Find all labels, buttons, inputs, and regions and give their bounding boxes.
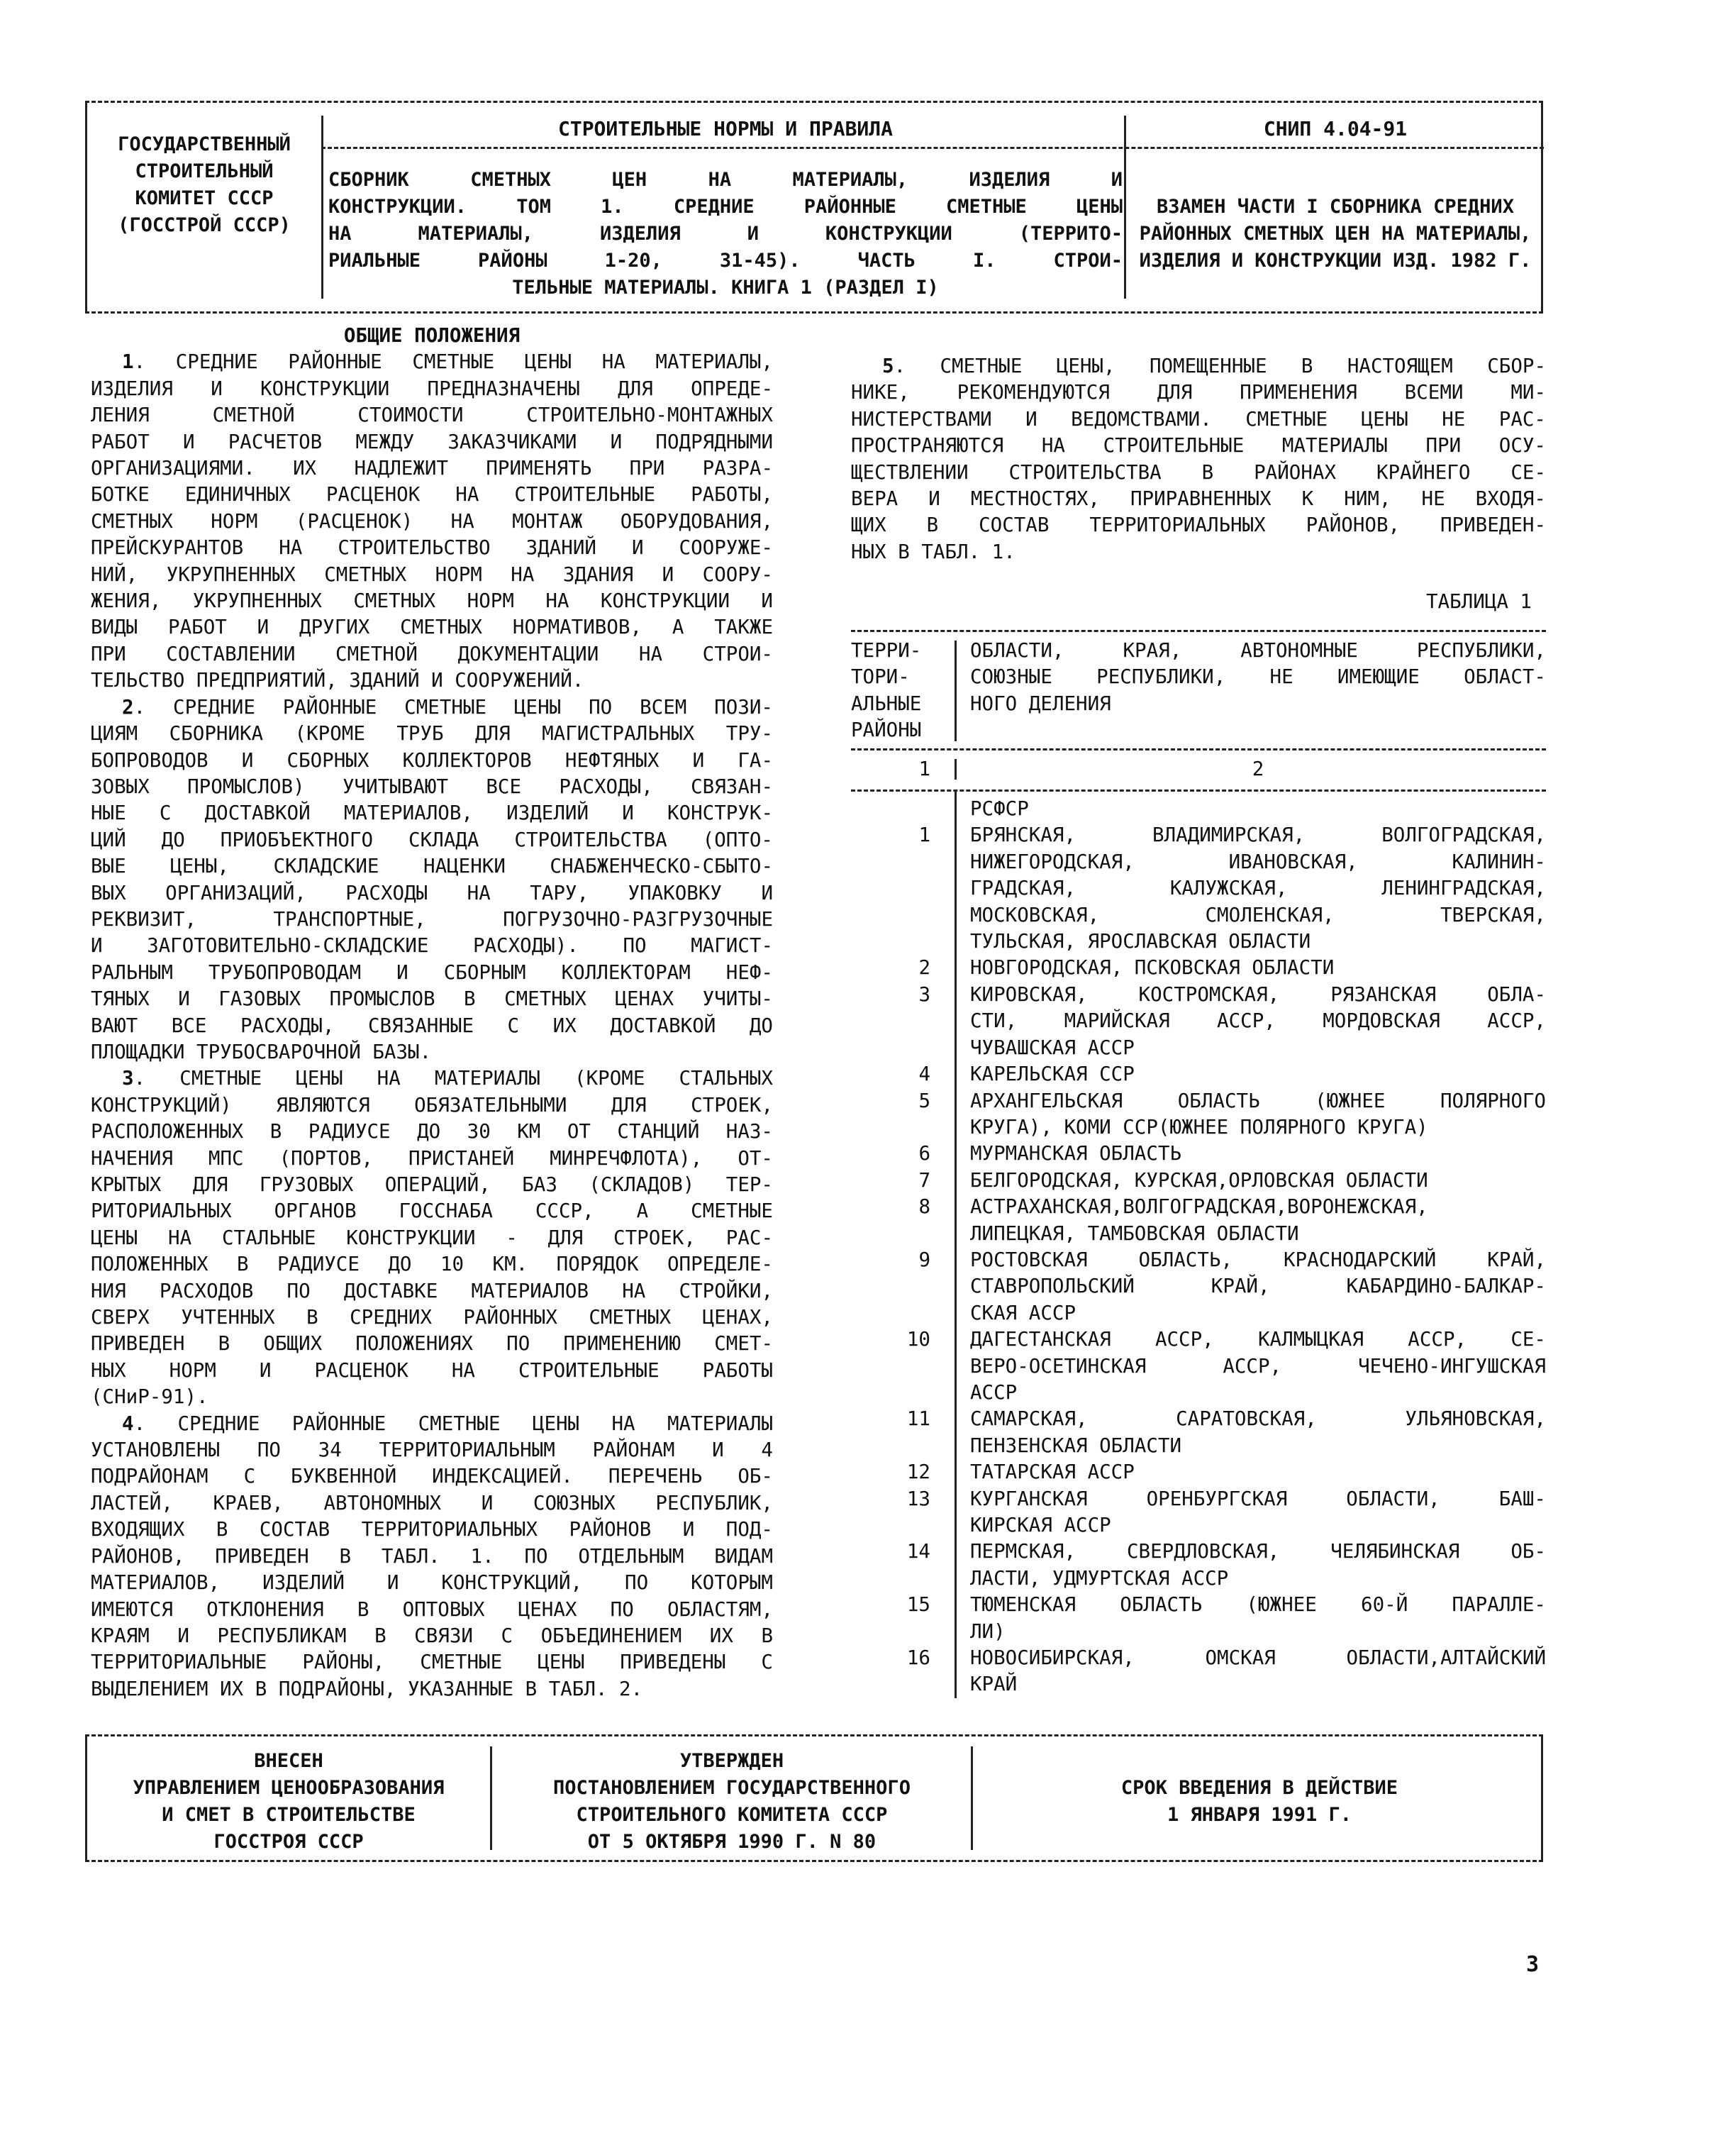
table-row [851,1326,1546,1406]
district-number: 7 [918,1168,930,1192]
paragraph-4: 4. СРЕДНИЕ РАЙОННЫЕ СМЕТНЫЕ ЦЕНЫ НА МАТЕРИАЛЫ УСТАНОВЛЕНЫ ПО 34 ТЕРРИТОРИАЛЬНЫМ РАЙОНАМ И 4 ПОДРАЙОНАМ С БУКВЕННОЙ ИНДЕКСАЦИЕЙ. ПЕРЕЧЕНЬ ОБ- ЛАСТЕЙ, КРАЕВ, АВТОНОМНЫХ И СОЮЗНЫХ РЕСПУБЛИК, ВХОДЯЩИХ В СОСТАВ ТЕРРИТОРИАЛЬНЫХ РАЙОНОВ И ПОД- РАЙОНОВ, ПРИВЕДЕН В ТАБЛ. 1. ПО ОТДЕЛЬНЫМ ВИДАМ МАТЕРИАЛОВ, ИЗДЕЛИЙ И КОНСТРУКЦИЙ, ПО КОТОРЫМ ИМЕЮТСЯ ОТКЛОНЕНИЯ В ОПТОВЫХ ЦЕНАХ ПО ОБЛАСТЯМ, КРАЯМ И РЕСПУБЛИКАМ В СВЯЗИ С ОБЪЕДИНЕНИЕМ ИХ В ТЕРРИТОРИАЛЬНЫЕ РАЙОНЫ, СМЕТНЫЕ ЦЕНЫ ПРИВЕДЕНЫ С ВЫДЕЛЕНИЕМ ИХ В ПОДРАЙОНЫ, УКАЗАННЫЕ В ТАБЛ. 2. [91,1412,773,1700]
district-number: 14 [906,1540,930,1563]
table-col-gap [947,1088,967,1141]
table-col-gap [947,1486,967,1539]
district-number: 9 [918,1248,930,1271]
table-row [851,1645,1546,1698]
table-row [851,1592,1546,1645]
table-col-gap [947,1645,967,1698]
district-number: 16 [906,1646,930,1670]
table-row [851,1141,1546,1167]
table-header-col2: ОБЛАСТИ, КРАЯ, АВТОНОМНЫЕ РЕСПУБЛИКИ, СОЮЗНЫЕ РЕСПУБЛИКИ, НЕ ИМЕЮЩИЕ ОБЛАСТ- НОГО ДЕЛЕНИЯ [970,639,1546,715]
district-number: 4 [918,1063,930,1086]
table-row [851,1088,1546,1141]
district-regions: НОВОСИБИРСКАЯ, ОМСКАЯ ОБЛАСТИ,АЛТАЙСКИЙ КРАЙ [970,1646,1546,1696]
table-row [851,1061,1546,1087]
footer-divider [490,1746,492,1850]
header-box [85,101,1543,314]
table-col-gap [947,1194,967,1247]
district-regions: ПЕРМСКАЯ, СВЕРДЛОВСКАЯ, ЧЕЛЯБИНСКАЯ ОБ- ЛАСТИ, УДМУРТСКАЯ АССР [970,1540,1546,1590]
district-regions: КУРГАНСКАЯ ОРЕНБУРГСКАЯ ОБЛАСТИ, БАШ- КИРСКАЯ АССР [970,1487,1546,1536]
table-row [851,1168,1546,1194]
header-divider [1124,116,1126,299]
document-code: СНИП 4.04-91 [1263,117,1408,140]
table-col-gap [947,982,967,1061]
table-col-separator [947,756,967,782]
territorial-districts-table [851,630,1546,1698]
table-row [851,982,1546,1061]
table-row [851,1194,1546,1247]
section-title: ОБЩИЕ ПОЛОЖЕНИЯ [343,324,521,347]
district-regions: ТАТАРСКАЯ АССР [970,1461,1135,1484]
table-row [851,955,1546,981]
table-col-gap [947,1406,967,1459]
table-col-gap [947,1247,967,1326]
table-col-gap [947,1539,967,1592]
replaces-note: ВЗАМЕН ЧАСТИ I СБОРНИКА СРЕДНИХ РАЙОННЫХ СМЕТНЫХ ЦЕН НА МАТЕРИАЛЫ, ИЗДЕЛИЯ И КОНСТРУКЦИИ ИЗД. 1982 Г. [1139,196,1532,272]
paragraph-3: 3. СМЕТНЫЕ ЦЕНЫ НА МАТЕРИАЛЫ (КРОМЕ СТАЛЬНЫХ КОНСТРУКЦИЙ) ЯВЛЯЮТСЯ ОБЯЗАТЕЛЬНЫМИ ДЛЯ СТРОЕК, РАСПОЛОЖЕННЫХ В РАДИУСЕ ДО 30 КМ ОТ СТАНЦИЙ НАЗ- НАЧЕНИЯ МПС (ПОРТОВ, ПРИСТАНЕЙ МИНРЕЧФЛОТА), ОТ- КРЫТЫХ ДЛЯ ГРУЗОВЫХ ОПЕРАЦИЙ, БАЗ (СКЛАДОВ) ТЕР- РИТОРИАЛЬНЫХ ОРГАНОВ ГОССНАБА СССР, А СМЕТНЫЕ ЦЕНЫ НА СТАЛЬНЫЕ КОНСТРУКЦИИ - ДЛЯ СТРОЕК, РАС- ПОЛОЖЕННЫХ В РАДИУСЕ ДО 10 КМ. ПОРЯДОК ОПРЕДЕЛЕ- НИЯ РАСХОДОВ ПО ДОСТАВКЕ МАТЕРИАЛОВ НА СТРОЙКИ, СВЕРХ УЧТЕННЫХ В СРЕДНИХ РАЙОННЫХ СМЕТНЫХ ЦЕНАХ, ПРИВЕДЕН В ОБЩИХ ПОЛОЖЕНИЯХ ПО ПРИМЕНЕНИЮ СМЕТ- НЫХ НОРМ И РАСЦЕНОК НА СТРОИТЕЛЬНЫЕ РАБОТЫ (СНиР-91). [91,1067,773,1409]
district-number: 11 [906,1407,930,1431]
footer-box [85,1734,1543,1862]
district-number: 3 [918,982,930,1006]
table-col-gap [947,1061,967,1087]
table-col-gap [947,1141,967,1167]
table-caption: ТАБЛИЦА 1 [1425,590,1532,613]
page-number: 3 [1525,1952,1539,1977]
district-number: 5 [918,1089,930,1112]
general-provisions [91,323,773,1702]
table-body [851,792,1546,1698]
paragraph-2: 2. СРЕДНИЕ РАЙОННЫЕ СМЕТНЫЕ ЦЕНЫ ПО ВСЕМ ПОЗИ- ЦИЯМ СБОРНИКА (КРОМЕ ТРУБ ДЛЯ МАГИСТРАЛЬНЫХ ТРУ- БОПРОВОДОВ И СБОРНЫХ КОЛЛЕКТОРОВ НЕФТЯНЫХ И ГА- ЗОВЫХ ПРОМЫСЛОВ) УЧИТЫВАЮТ ВСЕ РАСХОДЫ, СВЯЗАН- НЫЕ С ДОСТАВКОЙ МАТЕРИАЛОВ, ИЗДЕЛИЙ И КОНСТРУК- ЦИЙ ДО ПРИОБЪЕКТНОГО СКЛАДА СТРОИТЕЛЬСТВА (ОПТО- ВЫЕ ЦЕНЫ, СКЛАДСКИЕ НАЦЕНКИ СНАБЖЕНЧЕСКО-СБЫТО- ВЫХ ОРГАНИЗАЦИЙ, РАСХОДЫ НА ТАРУ, УПАКОВКУ И РЕКВИЗИТ, ТРАНСПОРТНЫЕ, ПОГРУЗОЧНО-РАЗГРУЗОЧНЫЕ И ЗАГОТОВИТЕЛЬНО-СКЛАДСКИЕ РАСХОДЫ). ПО МАГИСТ- РАЛЬНЫМ ТРУБОПРОВОДАМ И СБОРНЫМ КОЛЛЕКТОРАМ НЕФ- ТЯНЫХ И ГАЗОВЫХ ПРОМЫСЛОВ В СМЕТНЫХ ЦЕНАХ УЧИТЫ- ВАЮТ ВСЕ РАСХОДЫ, СВЯЗАННЫЕ С ИХ ДОСТАВКОЙ ДО ПЛОЩАДКИ ТРУБОСВАРОЧНОЙ БАЗЫ. [91,695,773,1063]
district-number: 6 [918,1142,930,1165]
district-regions: НОВГОРОДСКАЯ, ПСКОВСКАЯ ОБЛАСТИ [970,956,1335,980]
approved-by: УТВЕРЖДЕН ПОСТАНОВЛЕНИЕМ ГОСУДАРСТВЕННОГО СТРОИТЕЛЬНОГО КОМИТЕТА СССР ОТ 5 ОКТЯБРЯ 1990 Г. N 80 [553,1750,911,1853]
issuing-organization: ГОСУДАРСТВЕННЫЙ СТРОИТЕЛЬНЫЙ КОМИТЕТ СССР (ГОССТРОЙ СССР) [118,133,291,236]
district-regions: САМАРСКАЯ, САРАТОВСКАЯ, УЛЬЯНОВСКАЯ, ПЕНЗЕНСКАЯ ОБЛАСТИ [970,1407,1546,1457]
district-regions: БРЯНСКАЯ, ВЛАДИМИРСКАЯ, ВОЛГОГРАДСКАЯ, НИЖЕГОРОДСКАЯ, ИВАНОВСКАЯ, КАЛИНИН- ГРАДСКАЯ, КАЛУЖСКАЯ, ЛЕНИНГРАДСКАЯ, МОСКОВСКАЯ, СМОЛЕНСКАЯ, ТВЕРСКАЯ, ТУЛЬСКАЯ, ЯРОСЛАВСКАЯ ОБЛАСТИ [970,824,1546,953]
table-row [851,796,1546,822]
district-number: 15 [906,1593,930,1617]
district-regions: БЕЛГОРОДСКАЯ, КУРСКАЯ,ОРЛОВСКАЯ ОБЛАСТИ [970,1168,1428,1192]
table-header-col1: ТЕРРИ- ТОРИ- АЛЬНЫЕ РАЙОНЫ [851,639,922,742]
introduced-by: ВНЕСЕН УПРАВЛЕНИЕМ ЦЕНООБРАЗОВАНИЯ И СМЕТ В СТРОИТЕЛЬСТВЕ ГОССТРОЯ СССР [133,1750,445,1853]
district-number: 12 [906,1461,930,1484]
table-col-gap [947,822,967,955]
district-regions: РОСТОВСКАЯ ОБЛАСТЬ, КРАСНОДАРСКИЙ КРАЙ, СТАВРОПОЛЬСКИЙ КРАЙ, КАБАРДИНО-БАЛКАР- СКАЯ АССР [970,1248,1546,1324]
district-number: 10 [906,1328,930,1351]
effective-date: СРОК ВВЕДЕНИЯ В ДЕЙСТВИЕ 1 ЯНВАРЯ 1991 Г. [1120,1777,1398,1826]
table-colnum-row: 1 2 [851,750,1546,790]
paragraph-1: 1. СРЕДНИЕ РАЙОННЫЕ СМЕТНЫЕ ЦЕНЫ НА МАТЕРИАЛЫ, ИЗДЕЛИЯ И КОНСТРУКЦИИ ПРЕДНАЗНАЧЕНЫ ДЛЯ ОПРЕДЕ- ЛЕНИЯ СМЕТНОЙ СТОИМОСТИ СТРОИТЕЛЬНО-МОНТАЖНЫХ РАБОТ И РАСЧЕТОВ МЕЖДУ ЗАКАЗЧИКАМИ И ПОДРЯДНЫМИ ОРГАНИЗАЦИЯМИ. ИХ НАДЛЕЖИТ ПРИМЕНЯТЬ ПРИ РАЗРА- БОТКЕ ЕДИНИЧНЫХ РАСЦЕНОК НА СТРОИТЕЛЬНЫЕ РАБОТЫ, СМЕТНЫХ НОРМ (РАСЦЕНОК) НА МОНТАЖ ОБОРУДОВАНИЯ, ПРЕЙСКУРАНТОВ НА СТРОИТЕЛЬСТВО ЗДАНИЙ И СООРУЖЕ- НИЙ, УКРУПНЕННЫХ СМЕТНЫХ НОРМ НА ЗДАНИЯ И СООРУ- ЖЕНИЯ, УКРУПНЕННЫХ СМЕТНЫХ НОРМ НА КОНСТРУКЦИИ И ВИДЫ РАБОТ И ДРУГИХ СМЕТНЫХ НОРМАТИВОВ, А ТАКЖЕ ПРИ СОСТАВЛЕНИИ СМЕТНОЙ ДОКУМЕНТАЦИИ НА СТРОИ- ТЕЛЬСТВО ПРЕДПРИЯТИЙ, ЗДАНИЙ И СООРУЖЕНИЙ. [91,350,773,692]
table-col-gap [947,1326,967,1406]
table-col-gap [947,1592,967,1645]
district-number: 8 [918,1195,930,1219]
header-divider [321,116,323,299]
table-row [851,822,1546,955]
table-row [851,1486,1546,1539]
table-col-gap [947,1459,967,1485]
header-rule [321,147,1544,149]
district-regions: ДАГЕСТАНСКАЯ АССР, КАЛМЫЦКАЯ АССР, СЕ- ВЕРО-ОСЕТИНСКАЯ АССР, ЧЕЧЕНО-ИНГУШСКАЯ АССР [970,1328,1546,1404]
district-regions: КИРОВСКАЯ, КОСТРОМСКАЯ, РЯЗАНСКАЯ ОБЛА- СТИ, МАРИЙСКАЯ АССР, МОРДОВСКАЯ АССР, ЧУВАШСКАЯ АССР [970,982,1546,1059]
district-number: 13 [906,1487,930,1510]
table-row [851,1539,1546,1592]
district-regions: РСФСР [970,797,1029,821]
footer-divider [971,1746,973,1850]
district-regions: АРХАНГЕЛЬСКАЯ ОБЛАСТЬ (ЮЖНЕЕ ПОЛЯРНОГО КРУГА), КОМИ ССР(ЮЖНЕЕ ПОЛЯРНОГО КРУГА) [970,1089,1546,1139]
district-regions: МУРМАНСКАЯ ОБЛАСТЬ [970,1142,1182,1165]
table-header-row [851,632,1546,744]
district-regions: ТЮМЕНСКАЯ ОБЛАСТЬ (ЮЖНЕЕ 60-Й ПАРАЛЛЕ- ЛИ) [970,1593,1546,1643]
table-col-gap [947,1168,967,1194]
table-row [851,1247,1546,1326]
table-col-separator [947,638,967,744]
norms-title: СТРОИТЕЛЬНЫЕ НОРМЫ И ПРАВИЛА [557,117,893,140]
table-col-gap [947,955,967,981]
table-col-gap [947,796,967,822]
paragraph-5: 5. СМЕТНЫЕ ЦЕНЫ, ПОМЕЩЕННЫЕ В НАСТОЯЩЕМ СБОР- НИКЕ, РЕКОМЕНДУЮТСЯ ДЛЯ ПРИМЕНЕНИЯ ВСЕМИ МИ- НИСТЕРСТВАМИ И ВЕДОМСТВАМИ. СМЕТНЫЕ ЦЕНЫ НЕ РАС- ПРОСТРАНЯЮТСЯ НА СТРОИТЕЛЬНЫЕ МАТЕРИАЛЫ ПРИ ОСУ- ЩЕСТВЛЕНИИ СТРОИТЕЛЬСТВА В РАЙОНАХ КРАЙНЕГО СЕ- ВЕРА И МЕСТНОСТЯХ, ПРИРАВНЕННЫХ К НИМ, НЕ ВХОДЯ- ЩИХ В СОСТАВ ТЕРРИТОРИАЛЬНЫХ РАЙОНОВ, ПРИВЕДЕН- НЫХ В ТАБЛ. 1. [851,355,1546,563]
district-number [851,796,947,822]
table-row [851,1459,1546,1485]
district-number: 2 [918,956,930,980]
district-regions: АСТРАХАНСКАЯ,ВОЛГОГРАДСКАЯ,ВОРОНЕЖСКАЯ, ЛИПЕЦКАЯ, ТАМБОВСКАЯ ОБЛАСТИ [970,1195,1428,1245]
district-regions: КАРЕЛЬСКАЯ ССР [970,1063,1135,1086]
table-row [851,1406,1546,1459]
district-number: 1 [918,824,930,847]
document-title: СБОРНИК СМЕТНЫХ ЦЕН НА МАТЕРИАЛЫ, ИЗДЕЛИЯ И КОНСТРУКЦИИ. ТОМ 1. СРЕДНИЕ РАЙОННЫЕ СМЕТНЫЕ ЦЕНЫ НА МАТЕРИАЛЫ, ИЗДЕЛИЯ И КОНСТРУКЦИИ (ТЕРРИТО- РИАЛЬНЫЕ РАЙОНЫ 1-20, 31-45). ЧАСТЬ I. СТРОИ- ТЕЛЬНЫЕ МАТЕРИАЛЫ. КНИГА 1 (РАЗДЕЛ I) [328,169,1123,299]
